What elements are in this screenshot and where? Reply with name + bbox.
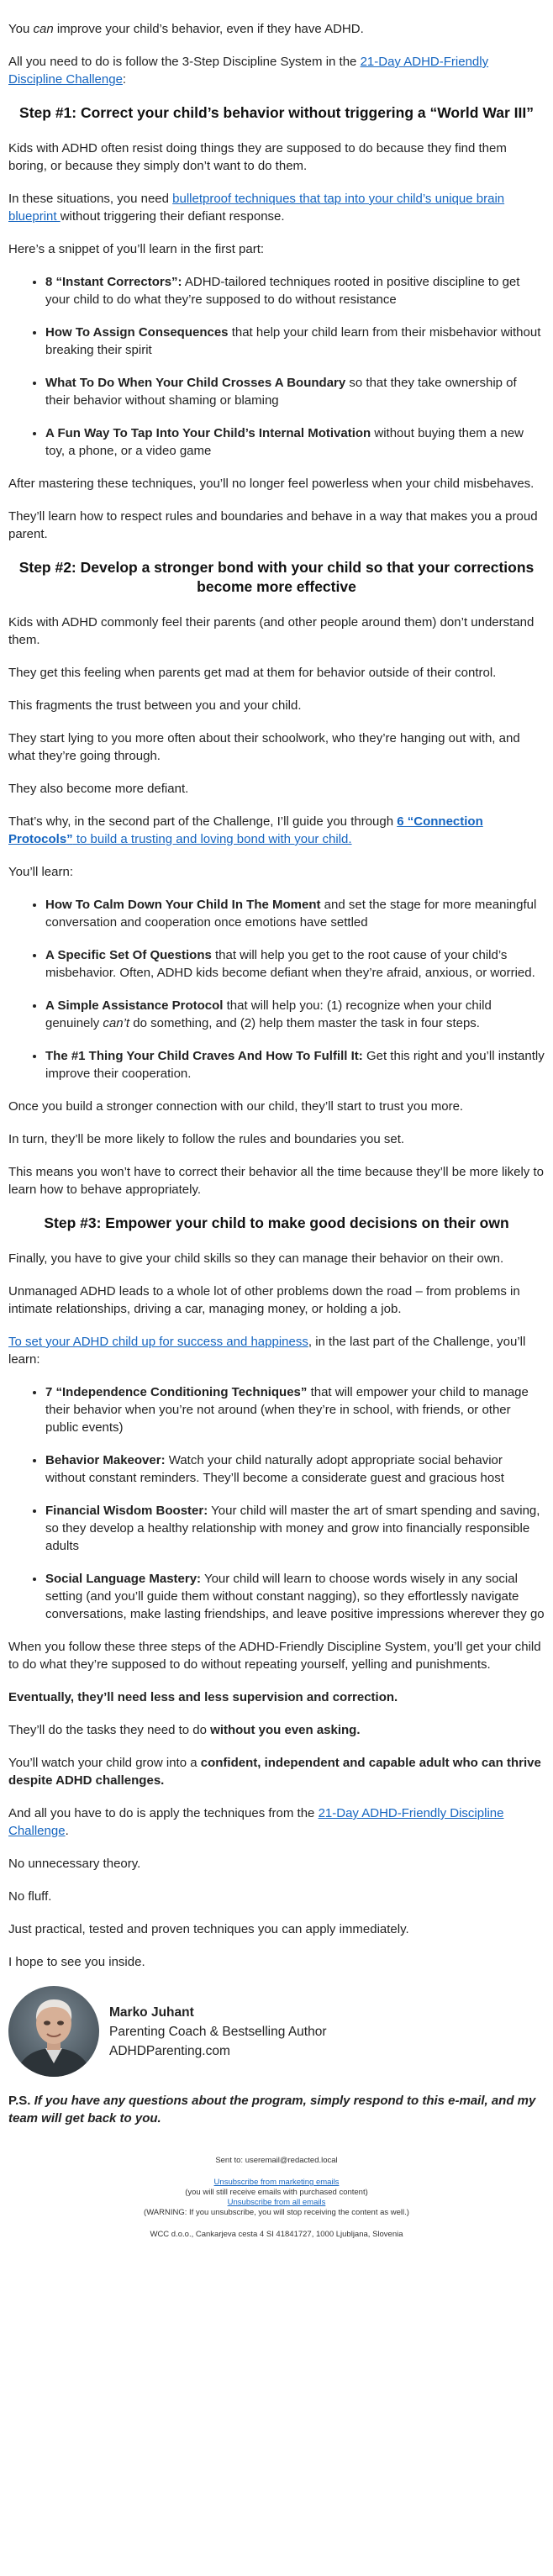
list-item: • A Specific Set Of Questions that will help you get to the root cause of your child’s misbehavior. Often, ADHD kids become defiant when they’re afraid, anxious, or worried. (45, 946, 545, 982)
success-link[interactable]: To set your ADHD child up for success and happiness (8, 1335, 308, 1349)
avatar (8, 1986, 99, 2077)
list-item: • Social Language Mastery: Your child will learn to choose words wisely in any social setting (and you’ll guide them without constant nagging), so they effortlessly navigate conversations, make lasting friendships, and leave positive impressions wherever they go (45, 1570, 545, 1623)
list-item: • How To Calm Down Your Child In The Moment and set the stage for more meaningful conversation and cooperation once emotions have settled (45, 896, 545, 931)
step3-paragraph: And all you have to do is apply the techniques from the 21-Day ADHD-Friendly Discipline Challenge. (8, 1806, 504, 1838)
techniques-link[interactable]: bulletproof techniques that tap into your child’s unique brain blueprint (8, 192, 505, 224)
step1-paragraph: Kids with ADHD often resist doing things they are supposed to do because they find them boring, or because they simply don’t want to do them. (8, 141, 507, 173)
author-site: ADHDParenting.com (109, 2043, 230, 2058)
unsubscribe-marketing-link[interactable]: Unsubscribe from marketing emails (213, 2178, 340, 2187)
list-item: • Behavior Makeover: Watch your child naturally adopt appropriate social behavior without constant reminders. They’ll become a considerate guest and gracious host (45, 1451, 545, 1487)
connection-protocols-link[interactable]: 6 “Connection Protocols” to build a trusting and loving bond with your child. (8, 814, 483, 846)
list-item: • What To Do When Your Child Crosses A Boundary so that they take ownership of their behavior without shaming or blaming (45, 374, 545, 409)
step1-paragraph: Here’s a snippet of you’ll learn in the first part: (8, 242, 265, 256)
list-item: • 8 “Instant Correctors”: ADHD-tailored techniques rooted in positive discipline to get your child to do what they’re supposed to do without resistance (45, 273, 545, 308)
unsubscribe-all-warning: (WARNING: If you unsubscribe, you will stop receiving the content as well.) (144, 2208, 409, 2217)
sent-to: Sent to: useremail@redacted.local (215, 2156, 338, 2165)
unsubscribe-marketing-note: (you will still receive emails with purchased content) (185, 2188, 368, 2197)
step3-paragraph: No fluff. (8, 1889, 52, 1904)
step2-paragraph: Once you build a stronger connection with our child, they’ll start to trust you more. (8, 1099, 464, 1114)
step2-paragraph: They get this feeling when parents get mad at them for behavior outside of their control. (8, 666, 497, 680)
step1-paragraph: In these situations, you need bulletproof techniques that tap into your child’s unique brain blueprint without triggering their defiant response. (8, 192, 505, 224)
step3-paragraph: To set your ADHD child up for success and happiness, in the last part of the Challenge, you’ll learn: (8, 1335, 526, 1367)
step2-paragraph: In turn, they’ll be more likely to follow the rules and boundaries you set. (8, 1132, 405, 1146)
step3-paragraph: I hope to see you inside. (8, 1955, 145, 1969)
step2-paragraph: This means you won’t have to correct their behavior all the time because they’ll be more likely to learn how to behave appropriately. (8, 1165, 544, 1197)
list-item: • A Fun Way To Tap Into Your Child’s Internal Motivation without buying them a new toy, a phone, or a video game (45, 424, 545, 460)
step3-paragraph: Unmanaged ADHD leads to a whole lot of other problems down the road – from problems in intimate relationships, driving a car, managing money, or holding a job. (8, 1284, 520, 1316)
step2-heading: Step #2: Develop a stronger bond with your child so that your corrections become more effective (18, 559, 535, 595)
author-name: Marko Juhant (109, 2004, 194, 2020)
postscript: P.S. If you have any questions about the program, simply respond to this e-mail, and my team will get back to you. (8, 2094, 536, 2126)
list-item: • How To Assign Consequences that help your child learn from their misbehavior without breaking their spirit (45, 324, 545, 359)
step2-paragraph: They start lying to you more often about their schoolwork, who they’re hanging out with, and what they’re going through. (8, 731, 520, 763)
list-item: • Financial Wisdom Booster: Your child will master the art of smart spending and saving, so they develop a healthy relationship with money and grow into financially responsible adults (45, 1502, 545, 1555)
challenge-link[interactable]: 21-Day ADHD-Friendly Discipline Challenge (8, 1806, 504, 1838)
step3-paragraph: No unnecessary theory. (8, 1857, 141, 1871)
step2-paragraph: Kids with ADHD commonly feel their parents (and other people around them) don’t understand them. (8, 615, 535, 647)
step3-paragraph: Just practical, tested and proven techniques you can apply immediately. (8, 1922, 409, 1936)
list-item: • 7 “Independence Conditioning Techniques” that will empower your child to manage their behavior when you’re not around (when they’re in school, with friends, or other public events) (45, 1383, 545, 1436)
step2-paragraph: You’ll learn: (8, 865, 73, 879)
intro-line-1: You can improve your child’s behavior, even if they have ADHD. (8, 22, 364, 36)
step3-paragraph: Eventually, they’ll need less and less supervision and correction. (8, 1690, 398, 1704)
step3-list (8, 1383, 545, 1623)
step1-list (8, 273, 545, 460)
challenge-link[interactable]: 21-Day ADHD-Friendly Discipline Challenge (8, 55, 489, 87)
signature-block (8, 1986, 545, 2077)
step1-paragraph: They’ll learn how to respect rules and boundaries and behave in a way that makes you a proud parent. (8, 509, 538, 541)
step2-paragraph: They also become more defiant. (8, 782, 189, 796)
list-item: • The #1 Thing Your Child Craves And How To Fulfill It: Get this right and you’ll instantly improve their cooperation. (45, 1047, 545, 1083)
step3-paragraph: Finally, you have to give your child skills so they can manage their behavior on their own. (8, 1251, 504, 1266)
unsubscribe-all-link[interactable]: Unsubscribe from all emails (227, 2198, 326, 2207)
step3-heading: Step #3: Empower your child to make good decisions on their own (44, 1214, 509, 1231)
step3-paragraph: You’ll watch your child grow into a confident, independent and capable adult who can thrive despite ADHD challenges. (8, 1756, 541, 1788)
step1-paragraph: After mastering these techniques, you’ll no longer feel powerless when your child misbehaves. (8, 477, 535, 491)
step2-list (8, 896, 545, 1083)
step3-paragraph: They’ll do the tasks they need to do without you even asking. (8, 1723, 361, 1737)
email-footer (8, 2156, 545, 2240)
step2-paragraph: That’s why, in the second part of the Challenge, I’ll guide you through 6 “Connection Protocols” to build a trusting and loving bond with your child. (8, 814, 483, 846)
step3-paragraph: When you follow these three steps of the ADHD-Friendly Discipline System, you’ll get your child to do what they’re supposed to do without repeating yourself, yelling and punishments. (8, 1640, 541, 1672)
step1-heading: Step #1: Correct your child’s behavior without triggering a “World War III” (19, 104, 534, 121)
step2-paragraph: This fragments the trust between you and your child. (8, 698, 302, 713)
author-portrait-icon (8, 1986, 99, 2077)
intro-line-2: All you need to do is follow the 3-Step Discipline System in the 21-Day ADHD-Friendly Discipline Challenge: (8, 55, 489, 87)
company-address: WCC d.o.o., Cankarjeva cesta 4 SI 41841727, 1000 Ljubljana, Slovenia (150, 2230, 403, 2239)
list-item: • A Simple Assistance Protocol that will help you: (1) recognize when your child genuinely can’t do something, and (2) help them master the task in four steps. (45, 997, 545, 1032)
signature-text (109, 2003, 327, 2061)
author-role: Parenting Coach & Bestselling Author (109, 2024, 327, 2039)
